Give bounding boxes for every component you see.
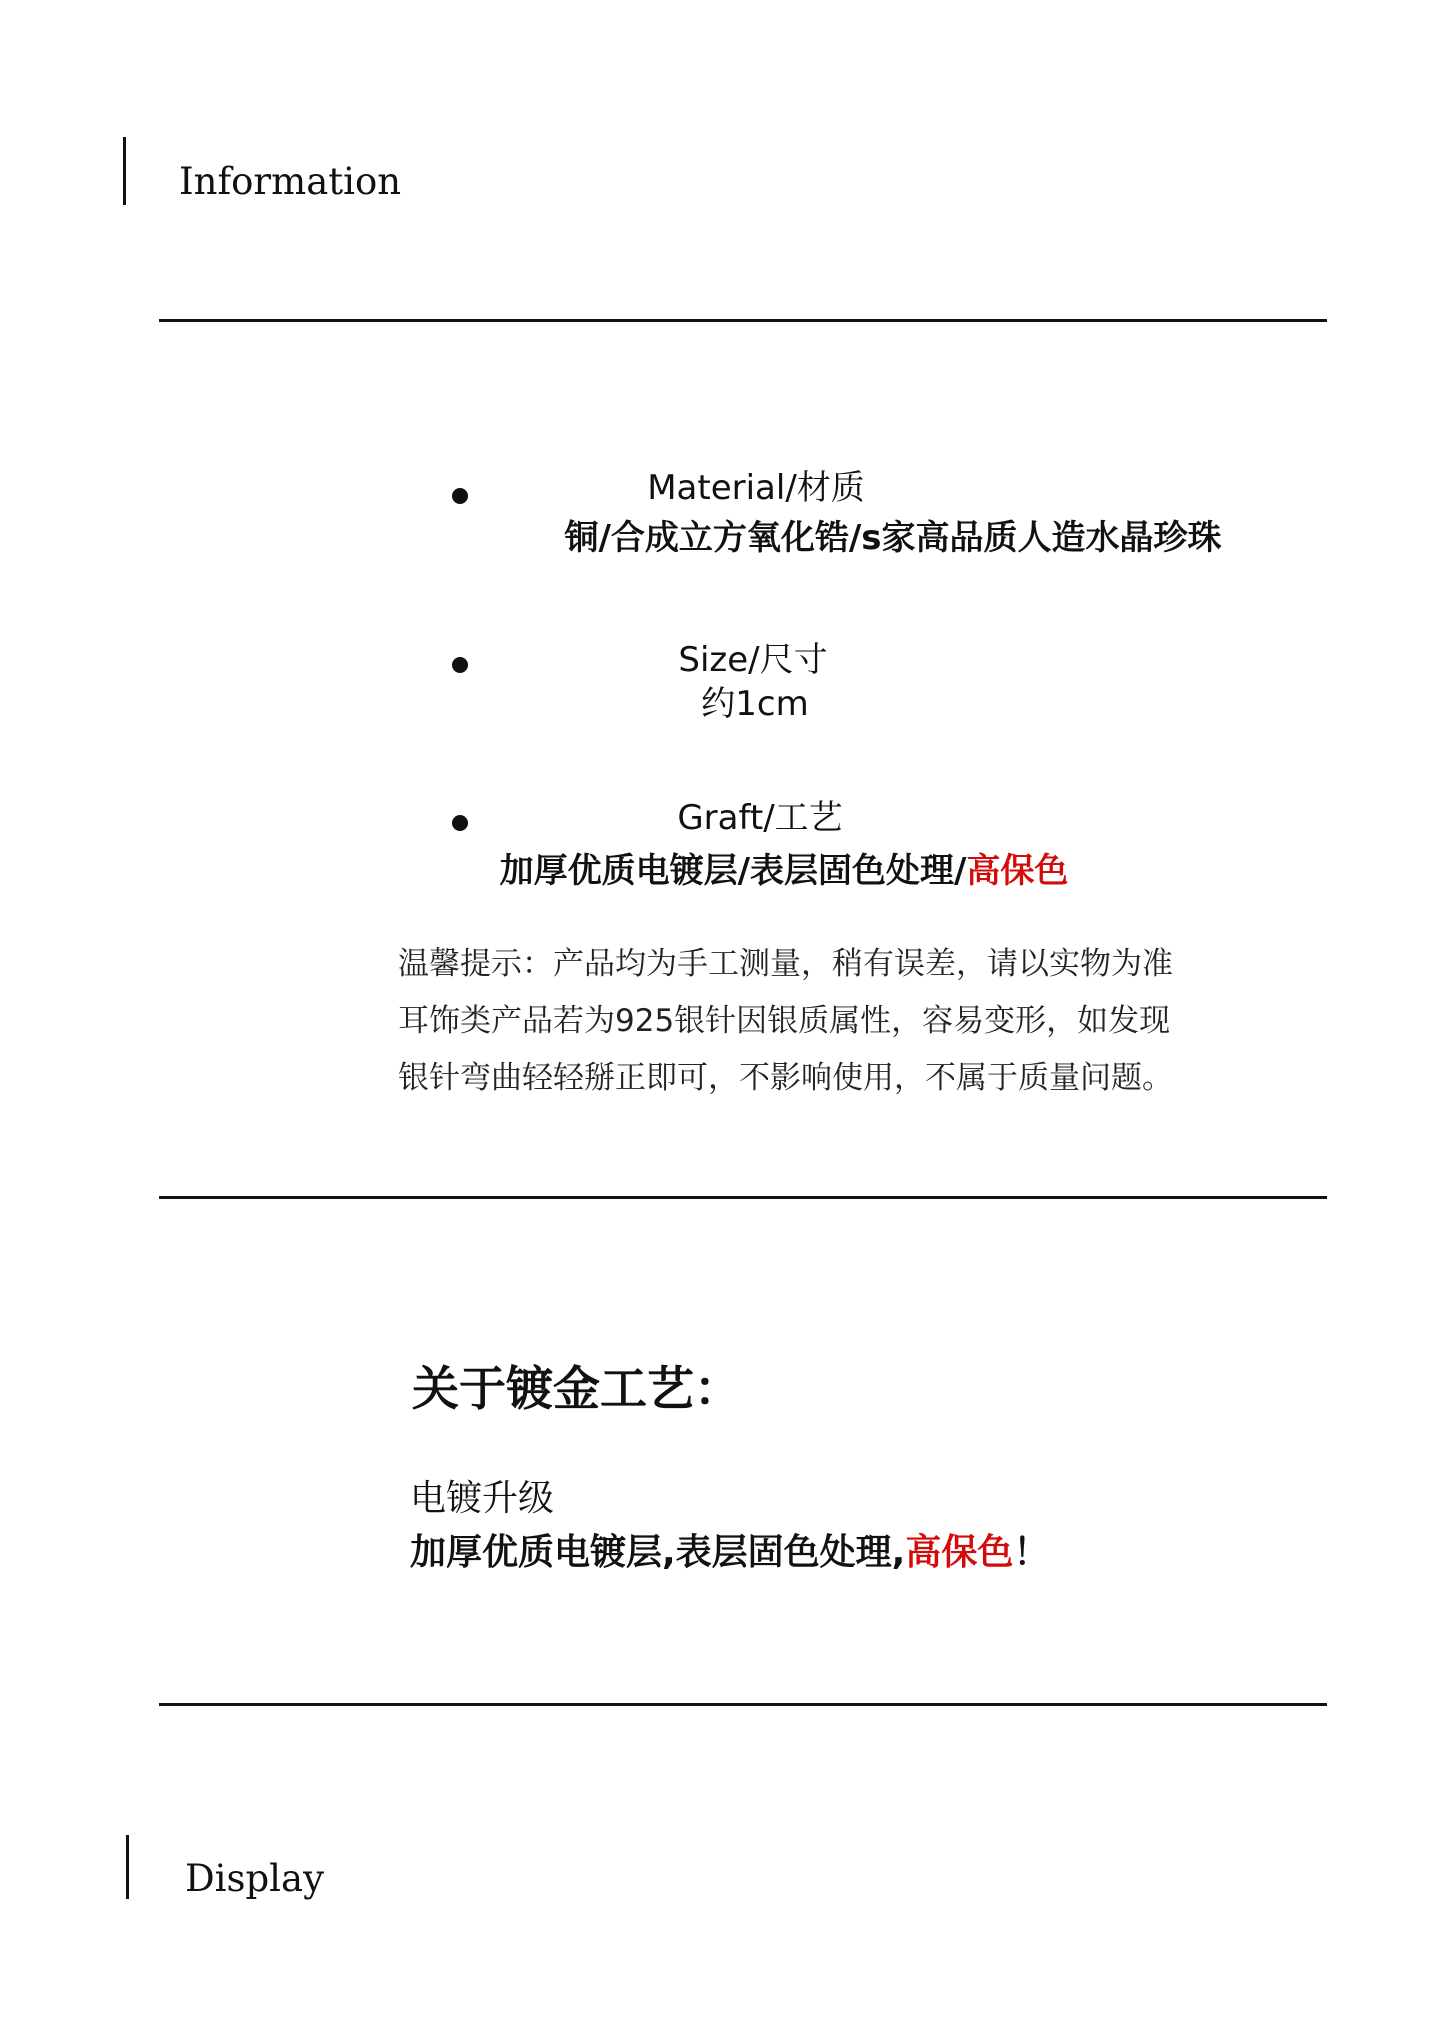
plating-heading: 关于镀金工艺：	[412, 1362, 741, 1417]
notice-line-3: 银针弯曲轻轻掰正即可，不影响使用，不属于质量问题。	[398, 1060, 1173, 1096]
divider-middle	[159, 1196, 1327, 1199]
divider-bottom	[159, 1703, 1327, 1706]
notice-line-2: 耳饰类产品若为925银针因银质属性，容易变形，如发现	[398, 1003, 1171, 1039]
bullet-material	[452, 488, 468, 504]
plating-line-2-end: ！	[1013, 1532, 1050, 1573]
information-header-bar	[123, 137, 126, 205]
display-header-bar	[126, 1835, 129, 1899]
display-title: Display	[185, 1857, 324, 1900]
bullet-size	[452, 657, 468, 673]
size-value: 约1cm	[701, 684, 809, 724]
material-label: Material/材质	[647, 468, 865, 508]
material-value: 铜/合成立方氧化锆/s家高品质人造水晶珍珠	[564, 518, 1222, 558]
notice-line-1: 温馨提示：产品均为手工测量，稍有误差，请以实物为准	[398, 946, 1173, 982]
plating-line-1: 电镀升级	[410, 1478, 555, 1519]
plating-line-2-main: 加厚优质电镀层,表层固色处理,	[410, 1532, 906, 1573]
size-label: Size/尺寸	[678, 640, 828, 680]
information-title: Information	[179, 160, 402, 203]
plating-line-2	[410, 1524, 1049, 1575]
craft-value-highlight: 高保色	[966, 851, 1069, 891]
divider-top	[159, 319, 1327, 322]
plating-line-2-highlight: 高保色	[905, 1532, 1014, 1573]
craft-label: Graft/工艺	[677, 798, 843, 838]
bullet-craft	[452, 815, 468, 831]
craft-value-main: 加厚优质电镀层/表层固色处理/	[499, 851, 967, 891]
craft-value	[500, 843, 1069, 892]
